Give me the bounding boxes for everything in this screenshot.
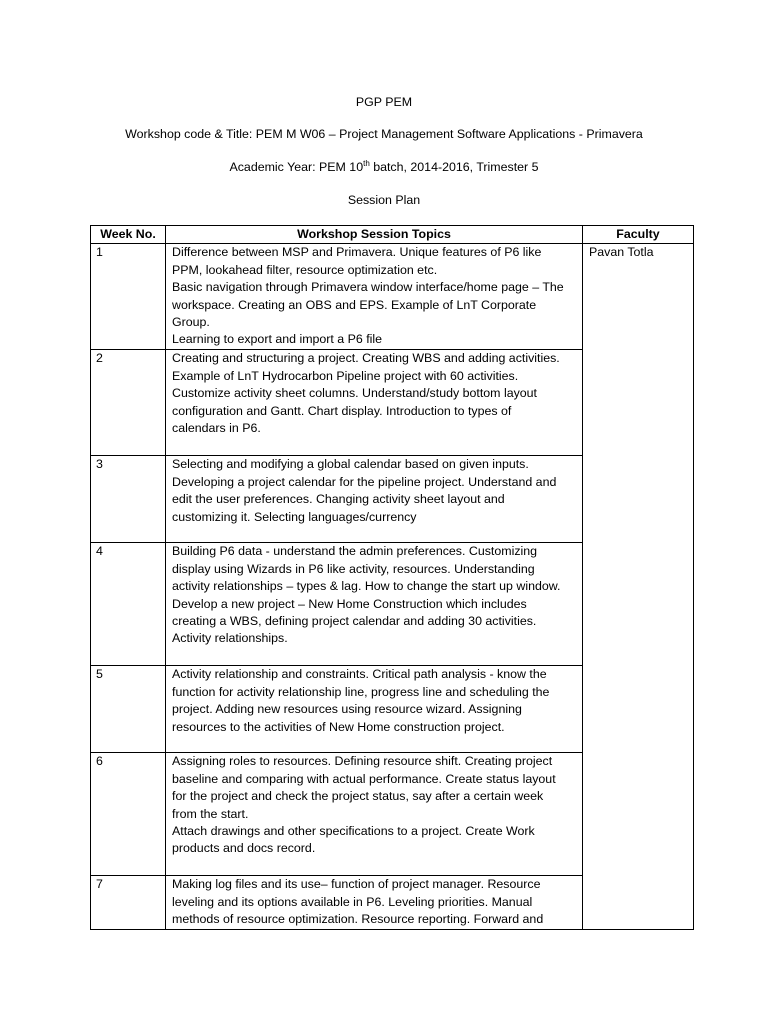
session-topics bbox=[166, 753, 583, 876]
topic-line: from the start. bbox=[172, 806, 249, 821]
topic-line: creating a WBS, defining project calendar and adding 30 activities. bbox=[172, 614, 537, 629]
topic-line: Activity relationship and constraints. Critical path analysis - know the bbox=[172, 667, 547, 682]
session-topics bbox=[166, 543, 583, 666]
topic-line: function for activity relationship line, progress line and scheduling the bbox=[172, 684, 550, 699]
topic-line: workspace. Creating an OBS and EPS. Example of LnT Corporate Group. bbox=[172, 297, 537, 330]
topic-line: Develop a new project – New Home Construction which includes bbox=[172, 596, 527, 611]
academic-year-sup: th bbox=[363, 158, 370, 168]
week-number: 5 bbox=[91, 666, 166, 753]
topic-line: configuration and Gantt. Chart display. Introduction to types of bbox=[172, 403, 512, 418]
topic-line: Selecting and modifying a global calendar based on given inputs. bbox=[172, 457, 529, 472]
week-number: 1 bbox=[91, 244, 166, 350]
academic-year bbox=[0, 159, 768, 176]
faculty-header: Faculty bbox=[583, 226, 694, 244]
week-number: 3 bbox=[91, 456, 166, 543]
faculty-name: Pavan Totla bbox=[583, 244, 694, 930]
session-topics bbox=[166, 876, 583, 930]
topic-line: Assigning roles to resources. Defining resource shift. Creating project bbox=[172, 754, 553, 769]
topic-line: for the project and check the project status, say after a certain week bbox=[172, 789, 544, 804]
topic-line: Customize activity sheet columns. Understand/study bottom layout bbox=[172, 386, 538, 401]
session-topics bbox=[166, 244, 583, 350]
topic-line: Developing a project calendar for the pipeline project. Understand and bbox=[172, 474, 557, 489]
week-number: 6 bbox=[91, 753, 166, 876]
session-topics bbox=[166, 350, 583, 456]
topic-line: project. Adding new resources using resource wizard. Assigning bbox=[172, 702, 522, 717]
topic-line: Attach drawings and other specifications to a project. Create Work bbox=[172, 824, 535, 839]
topic-line: methods of resource optimization. Resource reporting. Forward and bbox=[172, 912, 544, 927]
topic-line: resources to the activities of New Home construction project. bbox=[172, 719, 505, 734]
topics-header: Workshop Session Topics bbox=[166, 226, 583, 244]
academic-year-prefix: Academic Year: PEM 10 bbox=[229, 160, 364, 174]
topic-line: Example of LnT Hydrocarbon Pipeline project with 60 activities. bbox=[172, 368, 519, 383]
week-number: 2 bbox=[91, 350, 166, 456]
topic-line: calendars in P6. bbox=[172, 421, 261, 436]
topic-line: Learning to export and import a P6 file bbox=[172, 332, 383, 347]
topic-line: edit the user preferences. Changing activity sheet layout and bbox=[172, 492, 505, 507]
week-number: 4 bbox=[91, 543, 166, 666]
topic-line: PPM, lookahead filter, resource optimization etc. bbox=[172, 262, 438, 277]
topic-line: leveling and its options available in P6. Leveling priorities. Manual bbox=[172, 894, 533, 909]
session-plan-table bbox=[90, 225, 694, 930]
topic-line: Difference between MSP and Primavera. Unique features of P6 like bbox=[172, 245, 542, 260]
topic-line: Creating and structuring a project. Creating WBS and adding activities. bbox=[172, 351, 560, 366]
week-no-header: Week No. bbox=[91, 226, 166, 244]
workshop-title: Workshop code & Title: PEM M W06 – Project Management Software Applications - Primavera bbox=[125, 127, 643, 141]
session-plan-title: Session Plan bbox=[347, 193, 421, 207]
topic-line: Activity relationships. bbox=[172, 631, 288, 646]
topic-line: customizing it. Selecting languages/currency bbox=[172, 509, 417, 524]
topic-line: display using Wizards in P6 like activity, resources. Understanding bbox=[172, 561, 535, 576]
table-header-row bbox=[91, 226, 694, 244]
session-topics bbox=[166, 456, 583, 543]
program-title: PGP PEM bbox=[355, 95, 413, 109]
topic-line: Building P6 data - understand the admin preferences. Customizing bbox=[172, 544, 538, 559]
session-topics bbox=[166, 666, 583, 753]
table-row bbox=[91, 244, 694, 350]
topic-line: products and docs record. bbox=[172, 841, 316, 856]
topic-line: Making log files and its use– function of project manager. Resource bbox=[172, 877, 541, 892]
topic-line: Basic navigation through Primavera window interface/home page – The bbox=[172, 280, 564, 295]
topic-line: baseline and comparing with actual performance. Create status layout bbox=[172, 771, 556, 786]
topic-line: activity relationships – types & lag. How to change the start up window. bbox=[172, 579, 561, 594]
week-number: 7 bbox=[91, 876, 166, 930]
academic-year-suffix: batch, 2014-2016, Trimester 5 bbox=[369, 160, 539, 174]
